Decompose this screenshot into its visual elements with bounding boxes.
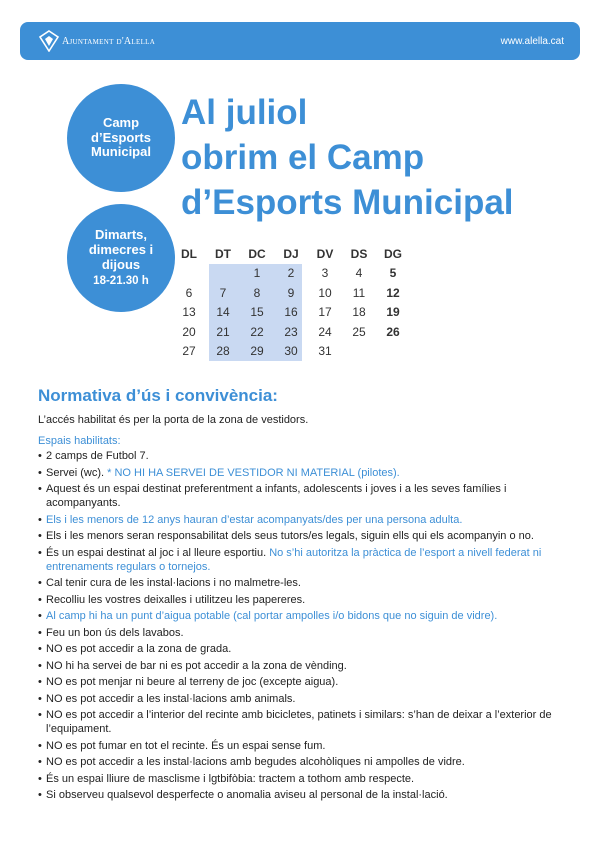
badge-days bbox=[67, 204, 175, 312]
calendar bbox=[172, 247, 410, 362]
calendar-day: 22 bbox=[250, 324, 264, 339]
rule-text: Servei (wc). bbox=[46, 466, 108, 479]
rule-item bbox=[38, 659, 568, 673]
access-note: L’accés habilitat és per la porta de la zona de vestidors. bbox=[38, 414, 309, 426]
rule-text: NO es pot accedir a les instal·lacions amb animals. bbox=[46, 692, 296, 705]
weekday-label: DS bbox=[350, 247, 368, 261]
calendar-week bbox=[172, 323, 410, 343]
rule-text: NO hi ha servei de bar ni es pot accedir a la zona de vènding. bbox=[46, 659, 347, 672]
calendar-week bbox=[172, 303, 410, 323]
calendar-day bbox=[172, 264, 206, 284]
calendar-day bbox=[376, 342, 410, 362]
rule-item bbox=[38, 788, 568, 802]
rule-item bbox=[38, 772, 568, 786]
rule-item bbox=[38, 755, 568, 769]
rule-text: Feu un bon ús dels lavabos. bbox=[46, 626, 184, 639]
rule-item bbox=[38, 675, 568, 689]
headline-line-2: obrim el Camp bbox=[181, 138, 425, 177]
calendar-day: 23 bbox=[284, 324, 298, 339]
calendar-day: 31 bbox=[318, 344, 332, 358]
rule-text: Recolliu les vostres deixalles i utilitzeu les papereres. bbox=[46, 593, 306, 606]
calendar-day: 26 bbox=[386, 324, 400, 339]
calendar-week bbox=[172, 342, 410, 362]
rule-item bbox=[38, 626, 568, 640]
calendar-day: 21 bbox=[216, 324, 230, 339]
weekday-label: DG bbox=[384, 247, 402, 261]
rule-highlight: Al camp hi ha un punt d’aigua potable (cal portar ampolles i/o bidons que no siguin de vidre). bbox=[46, 610, 498, 622]
rule-text: Els i les menors seran responsabilitat dels seus tutors/es legals, siguin ells qui els acompanyin o no. bbox=[46, 530, 534, 542]
rules-list bbox=[38, 449, 568, 805]
rule-text: NO es pot menjar ni beure al terreny de joc (excepte aigua). bbox=[46, 676, 339, 688]
calendar-day: 24 bbox=[318, 324, 332, 339]
rule-item bbox=[38, 466, 568, 480]
headline bbox=[181, 90, 581, 225]
calendar-day: 4 bbox=[355, 266, 363, 280]
rule-text: És un espai lliure de masclisme i lgtbifòbia: tractem a tothom amb respecte. bbox=[46, 772, 415, 785]
calendar-day: 14 bbox=[216, 305, 230, 319]
spaces-title: Espais habilitats: bbox=[38, 435, 121, 447]
rule-item bbox=[38, 609, 568, 623]
weekday-label: DJ bbox=[283, 247, 299, 261]
calendar-day: 30 bbox=[284, 344, 298, 358]
rule-highlight: * NO HI HA SERVEI DE VESTIDOR NI MATERIAL (pilotes). bbox=[107, 466, 400, 479]
days-line-2: dimecres i bbox=[88, 241, 154, 257]
calendar-day: 18 bbox=[352, 305, 366, 319]
calendar-day: 13 bbox=[182, 305, 196, 319]
rule-text: 2 camps de Futbol 7. bbox=[46, 450, 149, 462]
days-line-1: Dimarts, bbox=[94, 226, 147, 242]
calendar-day: 29 bbox=[250, 344, 264, 358]
calendar-day: 25 bbox=[352, 324, 366, 339]
rule-text: És un espai destinat al joc i al lleure esportiu. bbox=[46, 546, 270, 559]
opening-hours: 18-21.30 h bbox=[93, 274, 149, 287]
calendar-day: 1 bbox=[253, 266, 261, 280]
calendar-day bbox=[206, 264, 240, 284]
org-name: Ajuntament d'Alella bbox=[62, 35, 156, 47]
header-bar bbox=[20, 22, 580, 60]
calendar-week bbox=[172, 264, 410, 284]
calendar-day: 10 bbox=[318, 285, 332, 300]
calendar-day: 3 bbox=[321, 266, 329, 280]
calendar-day: 5 bbox=[389, 266, 397, 280]
rule-text: Cal tenir cura de les instal·lacions i no malmetre-les. bbox=[46, 577, 301, 589]
rule-item bbox=[38, 692, 568, 706]
weekday-label: DL bbox=[181, 247, 197, 261]
rule-text: NO es pot accedir a les instal·lacions amb begudes alcohòliques ni ampolles de vidre. bbox=[46, 756, 465, 768]
calendar-day: 6 bbox=[185, 285, 193, 300]
calendar-day: 16 bbox=[284, 305, 298, 319]
calendar-day: 17 bbox=[318, 305, 332, 319]
calendar-day: 11 bbox=[352, 285, 366, 300]
rule-item bbox=[38, 482, 568, 510]
rule-highlight: Els i les menors de 12 anys hauran d’estar acompanyats/des per una persona adulta. bbox=[46, 513, 463, 526]
headline-line-3: d’Esports Municipal bbox=[181, 183, 514, 222]
calendar-day: 15 bbox=[250, 305, 264, 319]
calendar-header bbox=[172, 247, 410, 264]
calendar-day: 2 bbox=[287, 266, 295, 280]
coat-of-arms-icon bbox=[38, 30, 60, 52]
rule-item bbox=[38, 593, 568, 607]
calendar-day: 7 bbox=[219, 285, 227, 300]
calendar-day: 9 bbox=[287, 285, 295, 300]
badge-place: Camp d’Esports Municipal bbox=[67, 84, 175, 192]
weekday-label: DV bbox=[316, 247, 334, 261]
calendar-day: 19 bbox=[386, 305, 400, 319]
calendar-day: 20 bbox=[182, 324, 196, 339]
headline-line-1: Al juliol bbox=[181, 93, 308, 132]
rule-item bbox=[38, 529, 568, 543]
rule-item bbox=[38, 708, 568, 736]
rule-text: NO es pot accedir a l’interior del recinte amb bicicletes, patinets i similars: s’han de deixar a l’exterior de l’equipament. bbox=[46, 709, 552, 735]
calendar-day: 28 bbox=[216, 344, 230, 358]
calendar-day bbox=[342, 342, 376, 362]
calendar-day: 12 bbox=[386, 285, 400, 300]
rule-item bbox=[38, 546, 568, 574]
rule-text: Si observeu qualsevol desperfecte o anomalia aviseu al personal de la instal·lació. bbox=[46, 789, 448, 801]
calendar-day: 27 bbox=[182, 344, 196, 358]
rule-item bbox=[38, 642, 568, 656]
rules-title: Normativa d’ús i convivència: bbox=[38, 386, 278, 405]
rule-text: NO es pot accedir a la zona de grada. bbox=[46, 643, 232, 655]
rule-text: NO es pot fumar en tot el recinte. És un espai sense fum. bbox=[46, 739, 326, 752]
days-line-3: dijous bbox=[101, 256, 141, 272]
rule-item bbox=[38, 739, 568, 753]
rule-highlight: No s’hi autoritza la pràctica de l’esport a nivell federat ni entrenaments regulars o tornejos. bbox=[46, 546, 542, 573]
weekday-label: DT bbox=[215, 247, 231, 261]
rule-item bbox=[38, 513, 568, 527]
calendar-day: 8 bbox=[253, 285, 261, 300]
rule-text: Aquest és un espai destinat preferentment a infants, adolescents i joves i a les seves famílies i acompanyants. bbox=[46, 483, 507, 509]
rule-item bbox=[38, 449, 568, 463]
weekday-label: DC bbox=[248, 247, 266, 261]
website-link[interactable]: www.alella.cat bbox=[500, 35, 564, 47]
rule-item bbox=[38, 576, 568, 590]
calendar-week bbox=[172, 284, 410, 304]
